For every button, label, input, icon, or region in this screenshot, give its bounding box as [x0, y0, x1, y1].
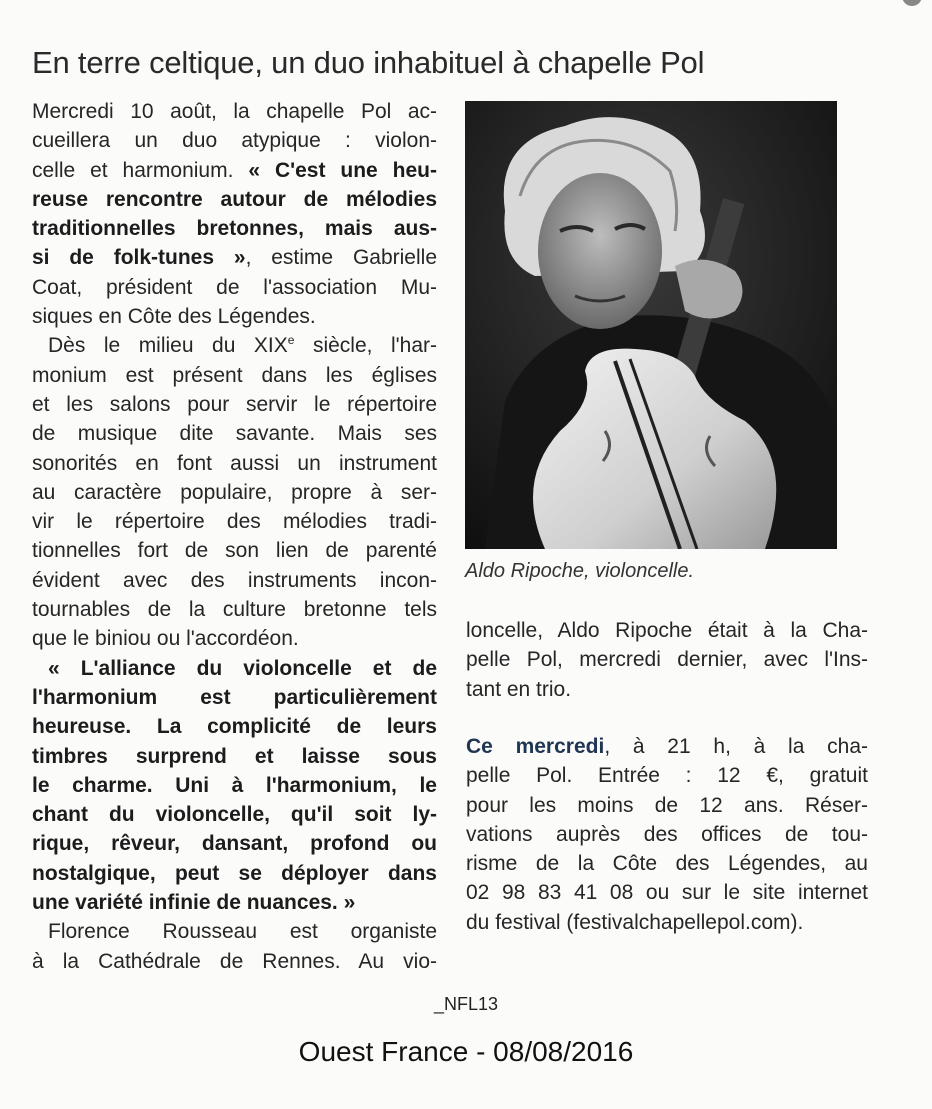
quote-line: une variété infinie de nuances. » [32, 891, 356, 915]
superscript: e [287, 333, 295, 348]
text-line: risme de la Côte des Légendes, au [466, 852, 868, 876]
quote-span: « C'est une heu- [248, 158, 437, 182]
text-line: pour les moins de 12 ans. Réser- [466, 793, 868, 817]
text-line: évident avec des instruments incon- [32, 568, 437, 592]
text-line: 02 98 83 41 08 ou sur le site internet [466, 881, 868, 905]
text-line: sonorités en font aussi un instrument [32, 451, 437, 475]
text-line [32, 156, 437, 185]
text-line: tionnelles fort de son lien de parenté [32, 539, 437, 563]
quote-line: « L'alliance du violoncelle et de [48, 656, 437, 680]
photo-caption: Aldo Ripoche, violoncelle. [465, 560, 695, 582]
text-line: et les salons pour servir le répertoire [32, 392, 437, 416]
text-span: Dès le milieu du XIX [48, 334, 288, 358]
text-line: siques en Côte des Légendes. [32, 305, 316, 329]
text-line: vations auprès des offices de tou- [466, 822, 868, 846]
practical-info [466, 732, 868, 937]
text-line: monium est présent dans les églises [32, 363, 437, 387]
quote-span: si de folk-tunes » [32, 246, 246, 270]
practical-info-label: Ce mercredi [466, 735, 605, 758]
text-line: du festival (festivalchapellepol.com). [466, 910, 804, 934]
text-line [32, 243, 437, 272]
text-line: Coat, président de l'association Mu- [32, 275, 437, 299]
text-line [32, 331, 437, 360]
text-line: pelle Pol, mercredi dernier, avec l'Ins- [466, 648, 868, 672]
text-line: au caractère populaire, propre à ser- [32, 480, 437, 504]
scan-corner-mark [902, 0, 922, 6]
quote-line: timbres surprend et laisse sous [32, 744, 437, 768]
text-span: siècle, l'har- [294, 334, 437, 358]
quote-line: traditionnelles bretonnes, mais aus- [32, 217, 437, 241]
quote-line: reuse rencontre autour de mélodies [32, 187, 437, 211]
article-headline: En terre celtique, un duo inhabituel à chapelle Pol [32, 45, 705, 80]
text-line: de musique dite savante. Mais ses [32, 422, 437, 446]
text-span: , à 21 h, à la cha- [604, 735, 868, 758]
text-span: celle et harmonium. [32, 158, 249, 182]
text-line: pelle Pol. Entrée : 12 €, gratuit [466, 764, 868, 788]
article-left-column [32, 97, 437, 976]
text-line: à la Cathédrale de Rennes. Au vio- [32, 949, 437, 973]
text-line: que le biniou ou l'accordéon. [32, 627, 299, 651]
text-line: Mercredi 10 août, la chapelle Pol ac- [32, 100, 437, 123]
text-line: vir le répertoire des mélodies tradi- [32, 510, 437, 534]
quote-line: nostalgique, peut se déployer dans [32, 861, 437, 885]
article-right-column [466, 616, 868, 704]
clipping-code: _NFL13 [433, 994, 499, 1014]
text-line: loncelle, Aldo Ripoche était à la Cha- [466, 619, 868, 642]
text-line: Florence Rousseau est organiste [48, 920, 437, 944]
text-line: tant en trio. [466, 677, 572, 701]
quote-line: l'harmonium est particulièrement [32, 685, 437, 709]
quote-line: heureuse. La complicité de leurs [32, 715, 437, 739]
cellist-photo-drawing [465, 101, 837, 549]
quote-line: le charme. Uni à l'harmonium, le [32, 773, 437, 797]
text-span: , estime Gabrielle [245, 246, 437, 270]
source-and-date: Ouest France - 08/08/2016 [298, 1036, 634, 1067]
cellist-photo [465, 101, 837, 549]
text-line: tournables de la culture bretonne tels [32, 598, 437, 622]
quote-line: rique, rêveur, dansant, profond ou [32, 832, 437, 856]
quote-line: chant du violoncelle, qu'il soit ly- [32, 803, 437, 827]
text-line: cueillera un duo atypique : violon- [32, 129, 437, 153]
text-line [466, 732, 868, 761]
